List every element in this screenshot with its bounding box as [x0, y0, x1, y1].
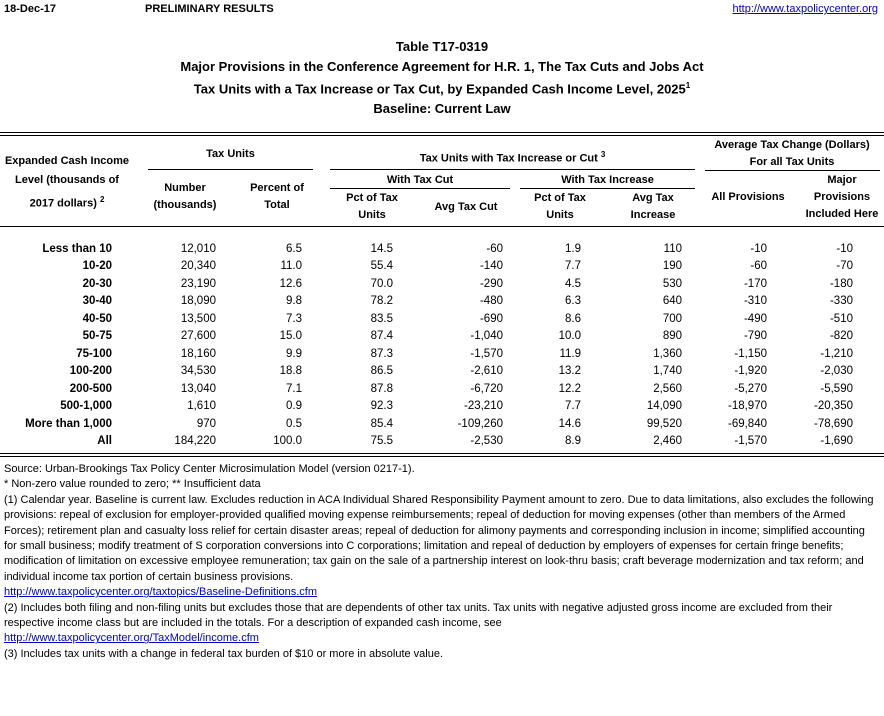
top-rule: [0, 132, 884, 133]
major-provisions-cell: -1,690: [820, 435, 853, 448]
source-note: Source: Urban-Brookings Tax Policy Center Microsimulation Model (version 0217-1).: [4, 463, 415, 475]
major-provisions-cell: -820: [829, 330, 853, 343]
major-provisions-cell: -5,590: [820, 382, 853, 395]
avg-cut-cell: -23,210: [463, 400, 503, 413]
table-row: [0, 328, 853, 346]
all-provisions-cell: -1,150: [734, 347, 767, 360]
pct-cut-cell: 87.4: [370, 330, 393, 343]
avg-inc-cell: 1,360: [653, 347, 682, 360]
table-row: [0, 258, 853, 276]
avg-inc-cell: 14,090: [646, 400, 682, 413]
pct-total-cell: 7.3: [286, 312, 302, 325]
pct-inc-cell: 10.0: [558, 330, 581, 343]
number-cell: 18,090: [180, 295, 216, 308]
col-number: Number (thousands): [153, 182, 217, 211]
avg-inc-cell: 2,460: [653, 435, 682, 448]
pct-cut-cell: 87.3: [370, 347, 393, 360]
income-level: 75-100: [76, 347, 112, 360]
col-with-tax-increase: With Tax Increase: [561, 174, 654, 186]
pct-cut-cell: 83.5: [370, 312, 393, 325]
increase-cut-rule: [330, 169, 695, 170]
avg-inc-cell: 530: [662, 277, 682, 290]
avg-inc-cell: 890: [662, 330, 682, 343]
col-pct-units-inc: Pct of Tax Units: [534, 192, 586, 221]
pct-cut-cell: 75.5: [370, 435, 393, 448]
number-cell: 970: [196, 417, 216, 430]
pct-cut-cell: 86.5: [370, 365, 393, 378]
avg-cut-cell: -1,040: [470, 330, 503, 343]
pct-cut-cell: 92.3: [370, 400, 393, 413]
header-bottom-rule: [0, 226, 884, 227]
table-row: [0, 398, 853, 416]
avg-inc-cell: 700: [662, 312, 682, 325]
col-increase-or-cut: Tax Units with Tax Increase or Cut $^3$: [419, 150, 606, 165]
income-level: 10-20: [82, 260, 112, 273]
avg-cut-cell: -109,260: [457, 417, 503, 430]
avg-change-rule: [705, 170, 880, 171]
income-level: 500-1,000: [60, 400, 112, 413]
number-cell: 18,160: [180, 347, 216, 360]
pct-cut-cell: 70.0: [370, 277, 393, 290]
pct-cut-cell: 85.4: [370, 417, 393, 430]
avg-inc-cell: 110: [663, 242, 682, 255]
pct-inc-cell: 7.7: [565, 260, 581, 273]
avg-inc-cell: 99,520: [646, 417, 682, 430]
pct-cut-cell: 78.2: [370, 295, 393, 308]
avg-cut-cell: -690: [479, 312, 503, 325]
table-row: [0, 415, 853, 433]
avg-inc-cell: 190: [662, 260, 682, 273]
col-avg-tax-cut: Avg Tax Cut: [434, 201, 498, 213]
avg-cut-cell: -60: [486, 242, 503, 255]
all-provisions-cell: -310: [743, 295, 767, 308]
income-level: 20-30: [82, 277, 112, 290]
footnotes: [4, 462, 880, 662]
income-level: 30-40: [82, 295, 112, 308]
table-subtitle: Tax Units with a Tax Increase or Tax Cut, by Expanded Cash Income Level, 2025$^1$: [193, 81, 691, 97]
pct-total-cell: 6.5: [286, 242, 302, 255]
pct-inc-cell: 13.2: [558, 365, 581, 378]
header-link[interactable]: http://www.taxpolicycenter.org: [732, 3, 878, 15]
number-cell: 23,190: [180, 277, 216, 290]
all-provisions-cell: -69,840: [727, 417, 767, 430]
pct-total-cell: 100.0: [273, 435, 302, 448]
col-all-provisions: All Provisions: [711, 191, 785, 203]
table-bottom-rule: [0, 453, 884, 454]
pct-total-cell: 9.9: [286, 347, 302, 360]
table-row: [0, 310, 853, 328]
tax-increase-rule: [520, 188, 695, 189]
pct-total-cell: 11.0: [280, 260, 302, 273]
pct-cut-cell: 55.4: [370, 260, 393, 273]
number-cell: 13,500: [180, 312, 216, 325]
number-cell: 12,010: [180, 242, 216, 255]
table-titles: [0, 37, 884, 118]
col-percent-total: Percent of Total: [250, 182, 304, 211]
table-row-total: [0, 433, 853, 451]
footnote-2: (2) Includes both filing and non-filing units but excludes those that are dependents of other tax units. Tax units with negative adjusted gross income are excluded from their respective income class but are included in the totals. For a description of expanded cash income, see: [4, 601, 833, 630]
report-status: PRELIMINARY RESULTS: [145, 3, 274, 15]
report-header: [4, 3, 878, 19]
pct-inc-cell: 6.3: [565, 295, 581, 308]
income-level: More than 1,000: [25, 417, 112, 430]
income-level: 50-75: [82, 330, 112, 343]
pct-cut-cell: 87.8: [370, 382, 393, 395]
table-row: [0, 293, 853, 311]
major-provisions-cell: -510: [829, 312, 853, 325]
number-cell: 34,530: [180, 365, 216, 378]
tax-units-rule: [148, 169, 313, 170]
pct-total-cell: 18.8: [279, 365, 302, 378]
all-provisions-cell: -5,270: [734, 382, 767, 395]
tax-cut-rule: [330, 188, 510, 189]
col-major-provisions: Major Provisions Included Here: [805, 174, 879, 220]
avg-cut-cell: -140: [479, 260, 503, 273]
table-baseline: Baseline: Current Law: [373, 100, 511, 116]
number-cell: 20,340: [180, 260, 216, 273]
table-row: [0, 363, 853, 381]
table-row: [0, 380, 853, 398]
pct-inc-cell: 14.6: [558, 417, 581, 430]
income-level: Less than 10: [42, 242, 112, 255]
table-bottom-rule-2: [0, 456, 884, 457]
col-with-tax-cut: With Tax Cut: [386, 174, 454, 186]
avg-cut-cell: -1,570: [470, 347, 503, 360]
col-pct-units-cut: Pct of Tax Units: [346, 192, 398, 221]
avg-cut-cell: -290: [479, 277, 503, 290]
top-rule-2: [0, 135, 884, 136]
pct-inc-cell: 8.9: [565, 435, 581, 448]
pct-total-cell: 7.1: [286, 382, 302, 395]
all-provisions-cell: -490: [743, 312, 767, 325]
number-cell: 184,220: [174, 435, 216, 448]
col-tax-units: Tax Units: [206, 148, 255, 160]
baseline-definitions-link[interactable]: http://www.taxpolicycenter.org/taxtopics/Baseline-Definitions.cfm: [4, 586, 318, 599]
income-level: All: [97, 435, 112, 448]
pct-inc-cell: 12.2: [558, 382, 581, 395]
col-income-level: Expanded Cash Income Level (thousands of 2017 dollars) $^2$: [4, 155, 130, 210]
table-row: [0, 275, 853, 293]
report-date: 18-Dec-17: [4, 3, 56, 15]
major-provisions-cell: -20,350: [813, 400, 853, 413]
pct-inc-cell: 11.9: [559, 347, 581, 360]
pct-inc-cell: 1.9: [565, 242, 581, 255]
all-provisions-cell: -60: [750, 260, 767, 273]
symbols-note: * Non-zero value rounded to zero; ** Insufficient data: [4, 478, 261, 491]
major-provisions-cell: -330: [829, 295, 853, 308]
table-row: [0, 240, 853, 258]
avg-inc-cell: 1,740: [653, 365, 682, 378]
avg-cut-cell: -6,720: [470, 382, 503, 395]
footnote-3: (3) Includes tax units with a change in federal tax burden of $10 or more in absolute value.: [4, 647, 444, 660]
major-provisions-cell: -70: [836, 260, 853, 273]
footnote-ref: 1: [685, 81, 691, 90]
major-provisions-cell: -1,210: [820, 347, 853, 360]
table-id: Table T17-0319: [395, 39, 489, 54]
major-provisions-cell: -78,690: [813, 417, 853, 430]
all-provisions-cell: -18,970: [727, 400, 767, 413]
table-row: [0, 345, 853, 363]
avg-cut-cell: -2,530: [470, 435, 503, 448]
col-avg-change: Average Tax Change (Dollars) For all Tax Units: [714, 139, 870, 168]
pct-inc-cell: 4.5: [565, 277, 581, 290]
pct-inc-cell: 8.6: [565, 312, 581, 325]
col-avg-tax-increase: Avg Tax Increase: [630, 192, 676, 221]
pct-total-cell: 9.8: [286, 295, 302, 308]
avg-cut-cell: -480: [479, 295, 503, 308]
major-provisions-cell: -10: [836, 242, 853, 255]
pct-total-cell: 12.6: [279, 277, 302, 290]
number-cell: 1,610: [187, 400, 216, 413]
income-level: 200-500: [69, 382, 112, 395]
all-provisions-cell: -790: [743, 330, 767, 343]
income-definition-link[interactable]: http://www.taxpolicycenter.org/TaxModel/income.cfm: [4, 632, 259, 645]
number-cell: 13,040: [180, 382, 216, 395]
all-provisions-cell: -170: [743, 277, 767, 290]
pct-inc-cell: 7.7: [565, 400, 581, 413]
major-provisions-cell: -180: [829, 277, 853, 290]
data-table: [0, 240, 853, 450]
avg-cut-cell: -2,610: [470, 365, 503, 378]
income-level: 100-200: [69, 365, 112, 378]
footnote-1: (1) Calendar year. Baseline is current law. Excludes reduction in ACA Individual Shared Responsibility Payment amount to zero. Due to data limitations, also excludes the following provisions: repeal of exclusion for employer-provided qualified moving expense reimbursements; repeal of deduction for moving expenses (other than members of the Armed Forces); retirement plan and casualty loss relief for certain disaster areas; repeal of deduction for alimony payments and corresponding inclusion in income; simplified accounting for small business; modify treatment of S corporation conversions into C corporations; limitation and repeal of deduction by employers of expenses for certain fringe benefits; modification of limitation on excessive employee remuneration; tax gain on the sale of a partnership interest on look-thru basis; craft beverage modernization and tax reform; and individual income tax portion of certain business provisions.: [4, 493, 874, 583]
pct-total-cell: 0.5: [286, 417, 302, 430]
avg-inc-cell: 640: [662, 295, 682, 308]
pct-total-cell: 15.0: [279, 330, 302, 343]
income-level: 40-50: [82, 312, 112, 325]
all-provisions-cell: -1,920: [734, 365, 767, 378]
pct-total-cell: 0.9: [286, 400, 302, 413]
major-provisions-cell: -2,030: [820, 365, 853, 378]
avg-inc-cell: 2,560: [653, 382, 682, 395]
all-provisions-cell: -1,570: [734, 435, 767, 448]
pct-cut-cell: 14.5: [370, 242, 393, 255]
table-title: Major Provisions in the Conference Agreement for H.R. 1, The Tax Cuts and Jobs Act: [180, 58, 704, 74]
number-cell: 27,600: [180, 330, 216, 343]
all-provisions-cell: -10: [750, 242, 767, 255]
